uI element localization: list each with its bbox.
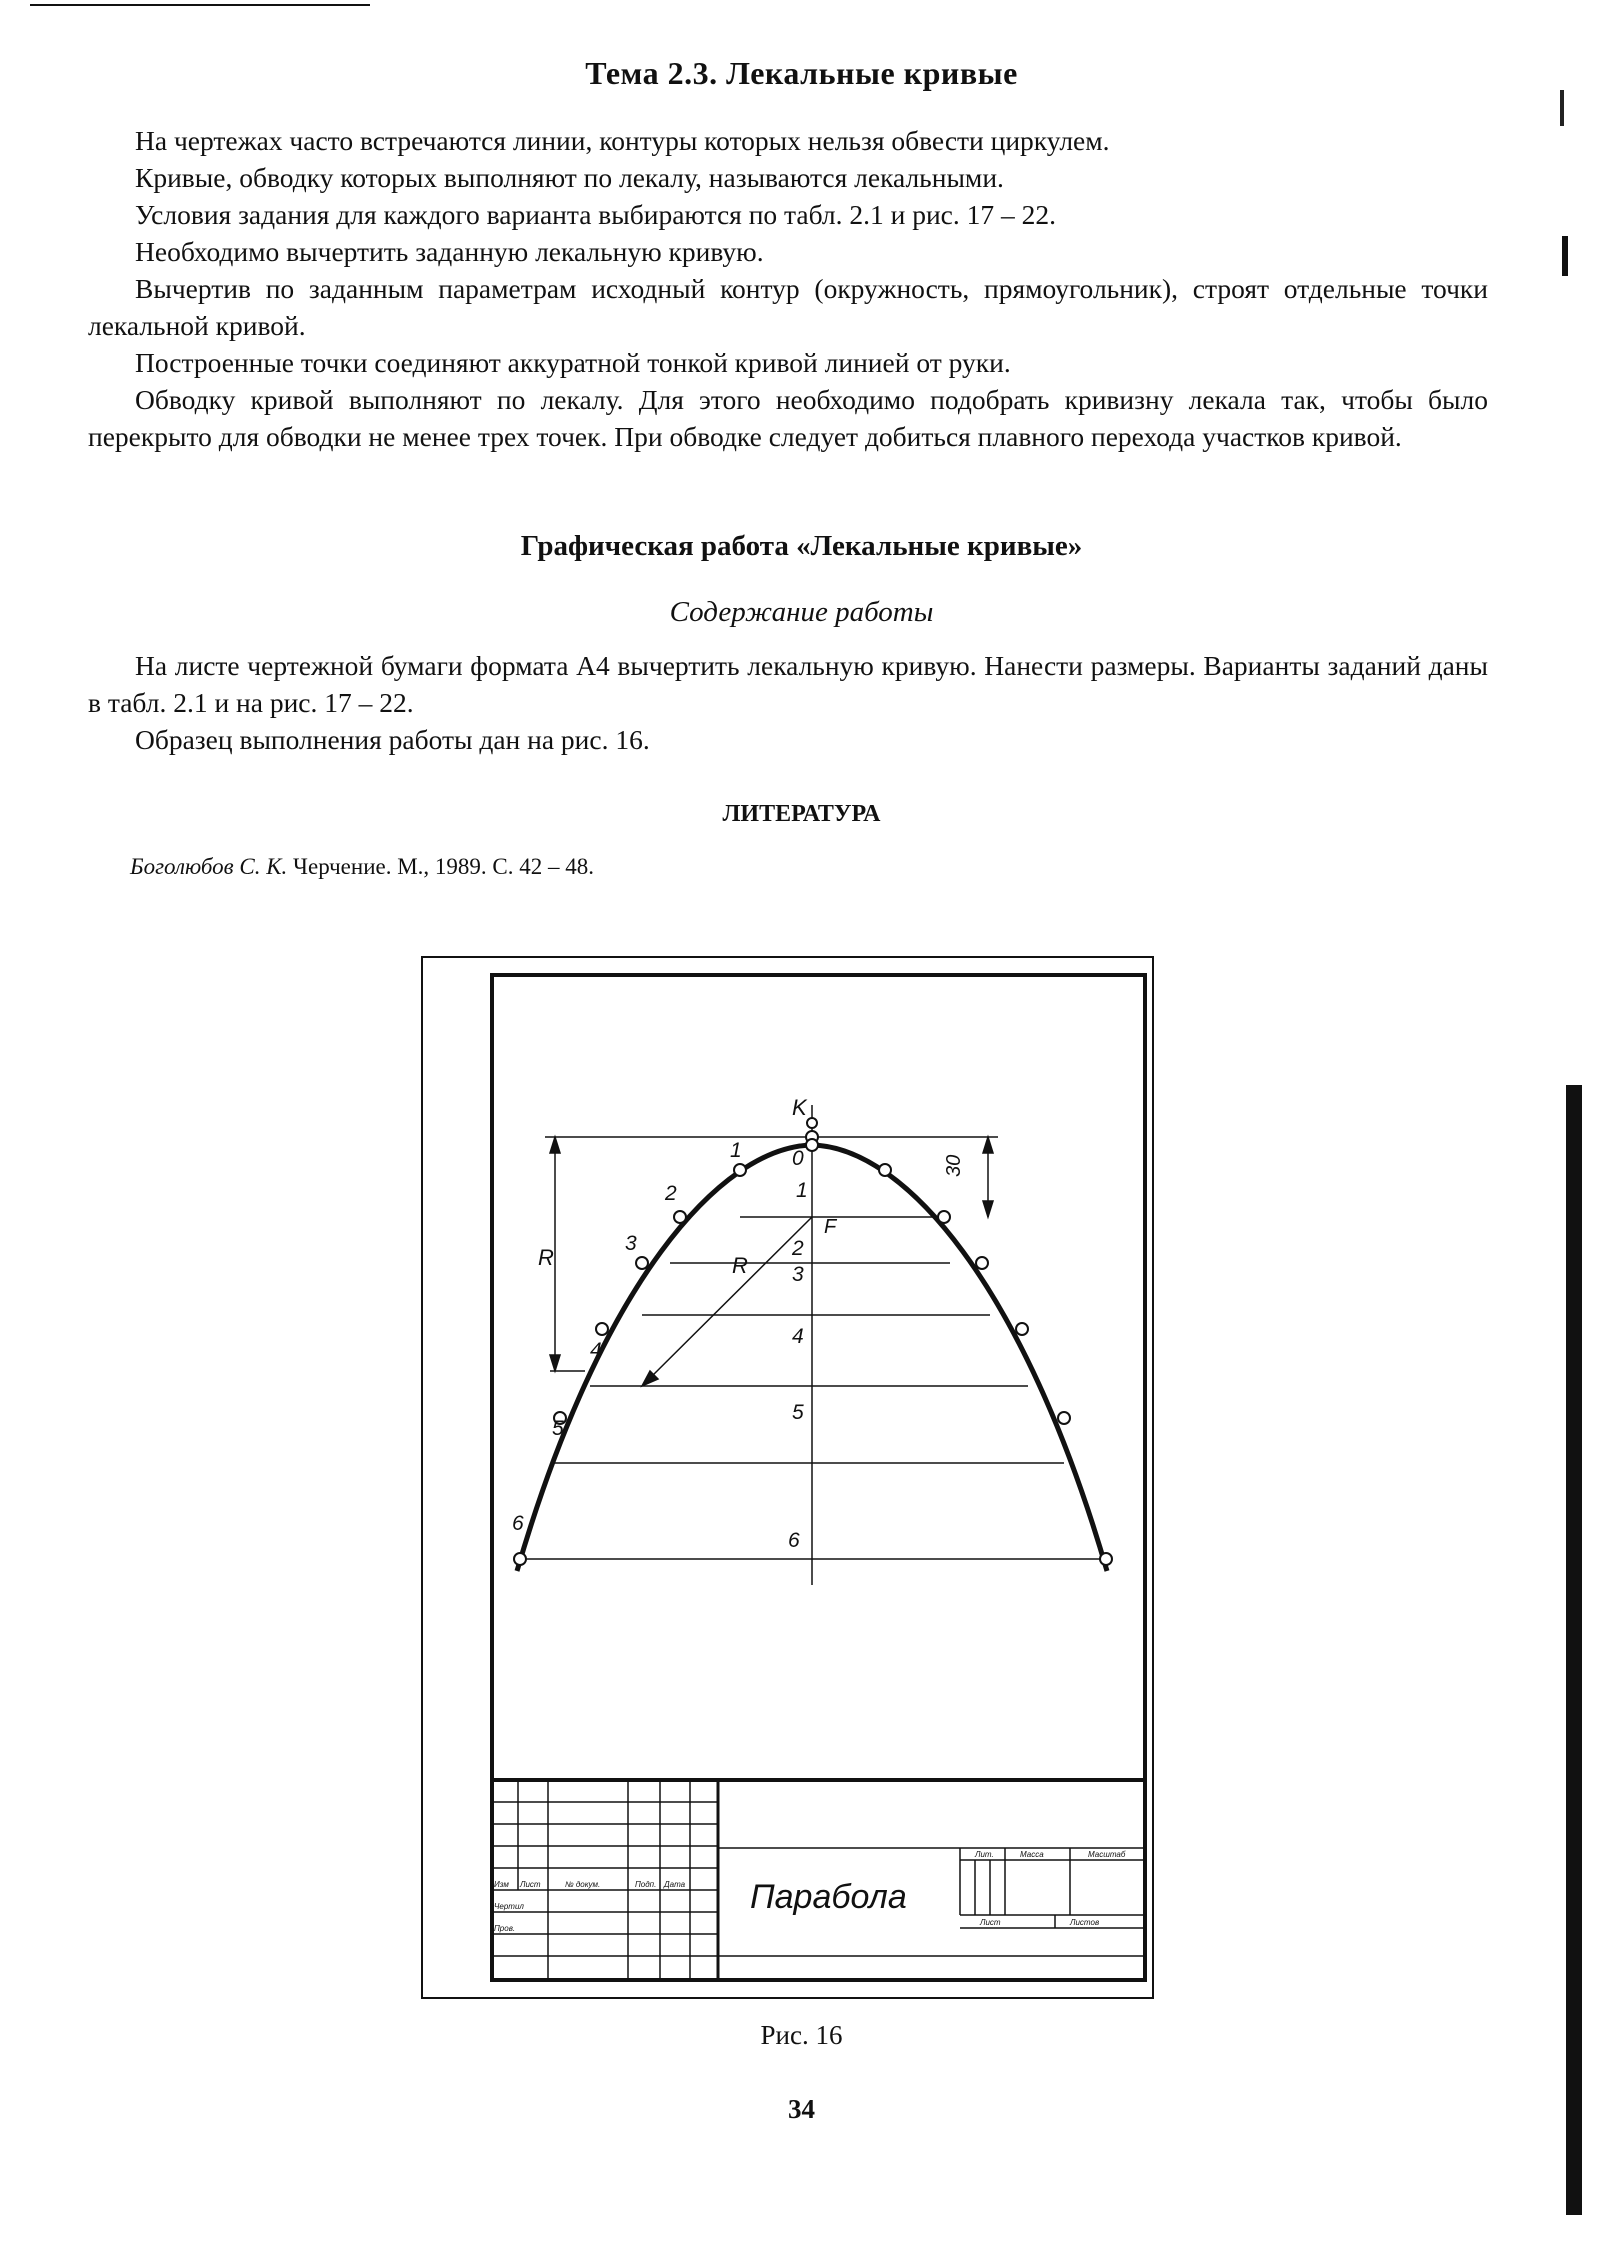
figure-caption: Рис. 16 — [760, 2020, 843, 2050]
tb-row-label: Пров. — [494, 1924, 516, 1933]
tb-header-cell: Изм — [494, 1880, 509, 1889]
page-number: 34 — [788, 2094, 815, 2124]
center-label: 1 — [796, 1179, 808, 1202]
tb-right-header: Лит. — [975, 1850, 994, 1859]
work-title: Графическая работа «Лекальные кривые» — [520, 530, 1083, 562]
center-labels — [788, 1147, 808, 1552]
tb-header-cell: № докум. — [565, 1880, 601, 1889]
tb-header-cell: Лист — [520, 1880, 541, 1889]
paragraph-text: Условия задания для каждого варианта выбираются по табл. 2.1 и рис. 17 – 22. — [135, 199, 1057, 230]
theme-title: Тема 2.3. Лекальные кривые — [585, 55, 1018, 91]
paragraph-text: Образец выполнения работы дан на рис. 16. — [135, 724, 650, 755]
left-label: 5 — [552, 1417, 564, 1440]
sheet-border — [422, 957, 1153, 1998]
title-block-name: Парабола — [750, 1878, 907, 1916]
label-r-vertical: R — [538, 1245, 554, 1270]
label-k: K — [792, 1095, 807, 1120]
title-block — [492, 1780, 1145, 1980]
center-label: 3 — [792, 1263, 804, 1286]
literature-title: ЛИТЕРАТУРА — [722, 801, 881, 827]
parabola-drawing — [420, 955, 1155, 2000]
paragraph-text: Обводку кривой выполняют по лекалу. Для этого необходимо подобрать кривизну лекала так, чтобы было перекрыто для обводки не менее трех точек. При обводке следует добиться плавного перехода участков кривой. — [88, 384, 1488, 452]
paragraph — [88, 233, 1488, 270]
left-label: 6 — [512, 1512, 524, 1535]
tb-right-header: Масса — [1020, 1850, 1044, 1859]
paragraph-text: Кривые, обводку которых выполняют по лекалу, называются лекальными. — [135, 162, 1004, 193]
center-label: 5 — [792, 1401, 804, 1424]
left-label: 1 — [730, 1139, 742, 1162]
left-label: 4 — [590, 1339, 602, 1362]
scan-mark — [1560, 90, 1564, 126]
paragraph — [88, 721, 1488, 758]
center-label: 4 — [792, 1325, 804, 1348]
tb-right-footer: Лист — [980, 1918, 1001, 1927]
drawing-frame — [492, 975, 1145, 1980]
paragraph-text: Построенные точки соединяют аккуратной тонкой кривой линией от руки. — [135, 347, 1011, 378]
tb-header-cell: Дата — [664, 1880, 686, 1889]
left-label: 3 — [625, 1232, 637, 1255]
paragraph — [88, 196, 1488, 233]
paragraph — [88, 344, 1488, 381]
paragraph — [88, 647, 1488, 721]
center-label: 2 — [792, 1237, 804, 1260]
tb-right-footer: Листов — [1070, 1918, 1100, 1927]
dimension-r-vertical — [550, 1137, 585, 1371]
top-rule — [30, 4, 370, 6]
work-subtitle: Содержание работы — [669, 596, 934, 628]
tb-right-header: Масштаб — [1088, 1850, 1126, 1859]
reference-author: Боголюбов С. К. — [130, 854, 288, 879]
scan-edge-shadow — [1566, 1085, 1582, 2215]
reference-rest: Черчение. М., 1989. С. 42 – 48. — [287, 854, 595, 879]
paragraph-text: Вычертив по заданным параметрам исходный контур (окружность, прямоугольник), строят отдельные точки лекальной кривой. — [88, 273, 1488, 341]
center-label: 0 — [792, 1147, 804, 1170]
scan-mark — [1562, 236, 1568, 276]
label-f: F — [824, 1216, 837, 1238]
paragraph — [88, 159, 1488, 196]
tb-row-label: Чертил — [494, 1902, 524, 1911]
paragraph-text: Необходимо вычертить заданную лекальную кривую. — [135, 236, 764, 267]
paragraph-text: На листе чертежной бумаги формата А4 вычертить лекальную кривую. Нанести размеры. Варианты заданий даны в табл. 2.1 и на рис. 17 – 22. — [88, 650, 1488, 718]
construction-lines — [520, 1137, 1106, 1559]
label-dim-30: 30 — [943, 1154, 965, 1177]
paragraph — [88, 270, 1488, 344]
paragraph — [88, 381, 1488, 455]
paragraph — [88, 122, 1488, 159]
tb-header-cell: Подп. — [635, 1880, 657, 1889]
reference — [130, 854, 594, 880]
label-r-diagonal: R — [732, 1253, 748, 1278]
center-label: 6 — [788, 1529, 800, 1552]
paragraph-text: На чертежах часто встречаются линии, контуры которых нельзя обвести циркулем. — [135, 125, 1110, 156]
left-label: 2 — [665, 1182, 677, 1205]
dimension-30 — [983, 1137, 993, 1217]
